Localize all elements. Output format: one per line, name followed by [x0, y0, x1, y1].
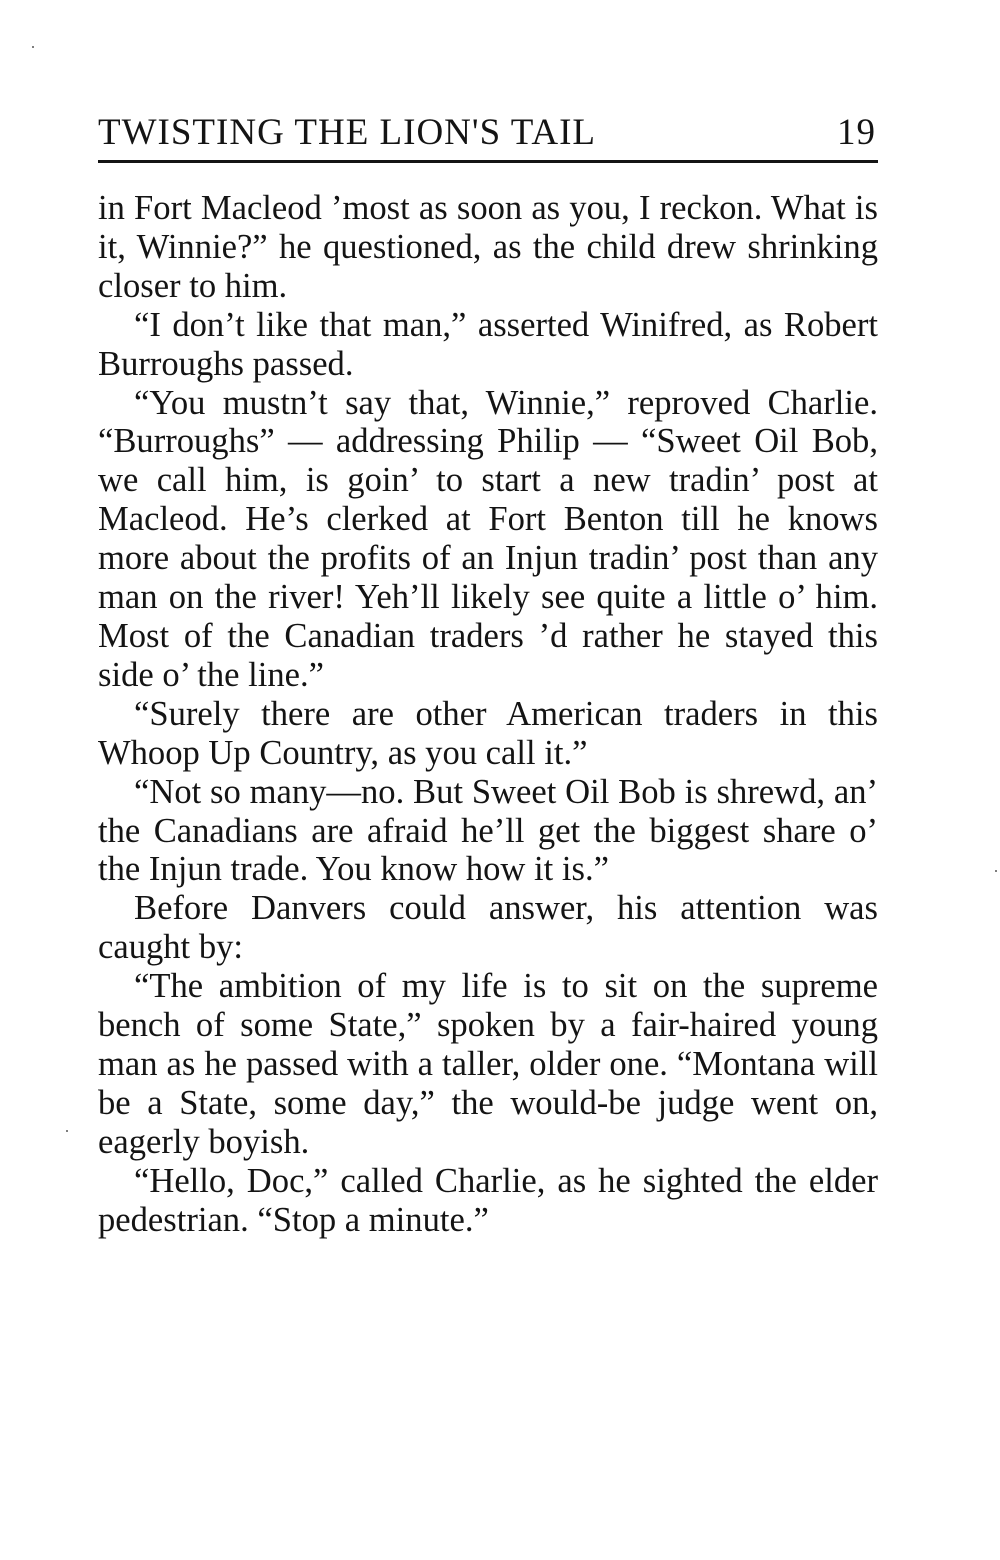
paragraph-continued: in Fort Macleod ’most as soon as you, I reckon. What is it, Winnie?” he questioned, as the child drew shrinking closer to him.	[98, 189, 878, 305]
paragraph: “I don’t like that man,” asserted Winifred, as Robert Burroughs passed.	[98, 305, 878, 383]
running-title: TWISTING THE LION'S TAIL	[98, 112, 597, 153]
scan-speck	[995, 870, 997, 872]
paragraph: “The ambition of my life is to sit on the supreme bench of some State,” spoken by a fair-haired young man as he passed with a taller, older one. “Montana will be a State, some day,” the would-be judge went on, eagerly boyish.	[98, 967, 878, 1161]
header-rule	[98, 160, 878, 163]
paragraph: “Hello, Doc,” called Charlie, as he sighted the elder pedestrian. “Stop a minute.”	[98, 1161, 878, 1239]
scan-speck	[66, 1130, 68, 1132]
paragraph: “Not so many—no. But Sweet Oil Bob is shrewd, an’ the Canadians are afraid he’ll get the biggest share o’ the Injun trade. You know how it is.”	[98, 772, 878, 889]
book-page	[98, 108, 878, 1239]
scan-speck	[32, 46, 34, 48]
page-number: 19	[837, 112, 876, 153]
running-head	[98, 108, 878, 158]
paragraph: Before Danvers could answer, his attention was caught by:	[98, 889, 878, 967]
paragraph: “Surely there are other American traders in this Whoop Up Country, as you call it.”	[98, 694, 878, 772]
paragraph: “You mustn’t say that, Winnie,” reproved Charlie. “Burroughs” — addressing Philip — “Sweet Oil Bob, we call him, is goin’ to start a new tradin’ post at Macleod. He’s clerked at Fort Benton till he knows more about the profits of an Injun tradin’ post than any man on the river! Yeh’ll likely see quite a little o’ him. Most of the Canadian traders ’d rather he stayed this side o’ the line.”	[98, 383, 878, 694]
body-text	[98, 189, 878, 1239]
